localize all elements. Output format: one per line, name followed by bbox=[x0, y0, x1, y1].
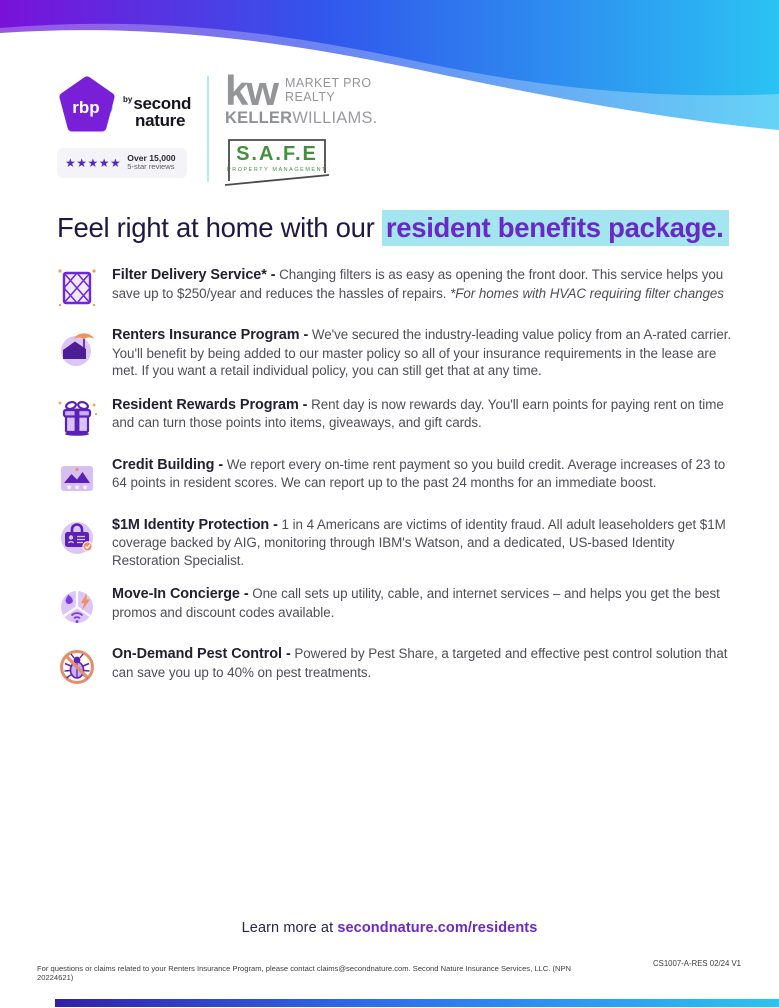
benefit-title: Move-In Concierge - bbox=[112, 586, 249, 603]
benefits-list bbox=[55, 266, 737, 705]
byline-by: by bbox=[123, 95, 133, 104]
reviews-badge bbox=[57, 148, 187, 178]
kw-logo bbox=[225, 67, 377, 114]
benefit-title: $1M Identity Protection - bbox=[112, 516, 278, 533]
benefit-item bbox=[55, 326, 737, 380]
benefit-item bbox=[55, 396, 737, 440]
benefit-description: Powered by Pest Share, a targeted and effective pest control solution that can save you up to 40% on pest treatments. bbox=[112, 646, 728, 680]
benefit-text bbox=[112, 516, 736, 570]
byline-second: second bbox=[133, 94, 192, 113]
review-label: 5-star reviews bbox=[127, 162, 175, 172]
benefit-text bbox=[112, 266, 736, 302]
kw-office-name bbox=[285, 77, 371, 105]
keller-williams-wordmark bbox=[225, 109, 377, 128]
benefit-item bbox=[55, 585, 737, 629]
credit-icon bbox=[55, 456, 99, 500]
kw-office-line2: REALTY bbox=[285, 89, 336, 104]
benefit-title: Resident Rewards Program - bbox=[112, 396, 308, 413]
kw-monogram: kw bbox=[225, 67, 278, 114]
benefit-description: Changing filters is as easy as opening the front door. This service helps you save up to $250/year and reduces the hassles of repairs. bbox=[112, 267, 724, 301]
benefit-title: Credit Building - bbox=[112, 456, 224, 473]
rewards-icon bbox=[55, 396, 99, 440]
learn-more-prefix: Learn more at bbox=[241, 920, 334, 936]
safe-tagline: PROPERTY MANAGEMENT bbox=[227, 167, 327, 174]
benefit-description: We've secured the industry-leading value policy from an A-rated carrier. You'll benefit by being added to our master policy so all of your insurance requirements in the lease are met. If you want a retail individual policy, you can still get that at any time. bbox=[112, 327, 732, 379]
document-code: CS1007-A-RES 02/24 V1 bbox=[653, 959, 741, 968]
filter-icon bbox=[55, 266, 99, 310]
page-title bbox=[57, 212, 757, 244]
insurance-fine-print: For questions or claims related to your Renters Insurance Program, please contact claims@secondnature.com. Second Nature Insurance Services, LLC. (NPN 20224621) bbox=[37, 964, 572, 982]
safe-property-management-logo bbox=[225, 137, 329, 187]
benefit-title: Filter Delivery Service* - bbox=[112, 267, 276, 283]
byline-nature: nature bbox=[135, 110, 186, 130]
headline-prefix: Feel right at home with our bbox=[57, 212, 375, 243]
benefit-description: One call sets up utility, cable, and internet services – and helps you get the best promos and discount codes available. bbox=[112, 586, 720, 620]
benefit-title: Renters Insurance Program - bbox=[112, 327, 309, 343]
bottom-gradient-bar bbox=[55, 999, 779, 1007]
five-stars-icon: ★★★★★ bbox=[65, 155, 122, 170]
benefit-footnote: *For homes with HVAC requiring filter changes bbox=[446, 285, 724, 301]
rbp-lockup bbox=[55, 76, 207, 138]
benefit-item bbox=[55, 266, 737, 310]
benefit-text bbox=[112, 456, 736, 492]
logo-divider bbox=[207, 76, 209, 182]
insurance-icon bbox=[55, 326, 99, 370]
identity-icon bbox=[55, 516, 99, 560]
second-nature-wordmark bbox=[123, 76, 191, 129]
headline-highlight: resident benefits package. bbox=[382, 210, 730, 246]
rbp-logo-block bbox=[55, 76, 207, 178]
benefit-text bbox=[112, 645, 736, 681]
benefit-item bbox=[55, 516, 737, 570]
kw-office-line1: MARKET PRO bbox=[285, 76, 372, 90]
benefit-description: 1 in 4 Americans are victims of identity fraud. All adult leaseholders get $1M coverage backed by AIG, monitoring through IBM's Watson, and a dedicated, US-based Identity Restoration Specialist. bbox=[112, 516, 726, 568]
benefit-text bbox=[112, 396, 736, 432]
benefit-description: We report every on-time rent payment so you build credit. Average increases of 23 to 64 points in resident scores. We can report up to the past 24 months for an immediate boost. bbox=[112, 456, 726, 491]
benefit-text bbox=[112, 326, 736, 380]
benefit-item bbox=[55, 456, 737, 500]
concierge-icon bbox=[55, 585, 99, 629]
partner-logos-block bbox=[225, 67, 378, 187]
review-count: Over 15,000 bbox=[127, 153, 176, 163]
safe-name: S.A.F.E bbox=[236, 143, 318, 166]
benefit-text bbox=[112, 585, 736, 621]
learn-more-line bbox=[0, 920, 779, 936]
benefit-title: On-Demand Pest Control - bbox=[112, 646, 291, 663]
benefit-item bbox=[55, 645, 737, 689]
kw-wordmark-williams: WILLIAMS. bbox=[292, 109, 378, 128]
secondnature-residents-link[interactable]: secondnature.com/residents bbox=[337, 920, 538, 936]
pest-icon bbox=[55, 645, 99, 689]
benefit-description: Rent day is now rewards day. You'll earn points for paying rent on time and can turn those points into items, giveaways, and gift cards. bbox=[112, 396, 724, 431]
logo-row bbox=[55, 67, 378, 187]
rbp-badge-icon bbox=[55, 76, 119, 138]
kw-wordmark-keller: KELLER bbox=[225, 109, 293, 128]
svg-text:rbp: rbp bbox=[72, 98, 100, 117]
